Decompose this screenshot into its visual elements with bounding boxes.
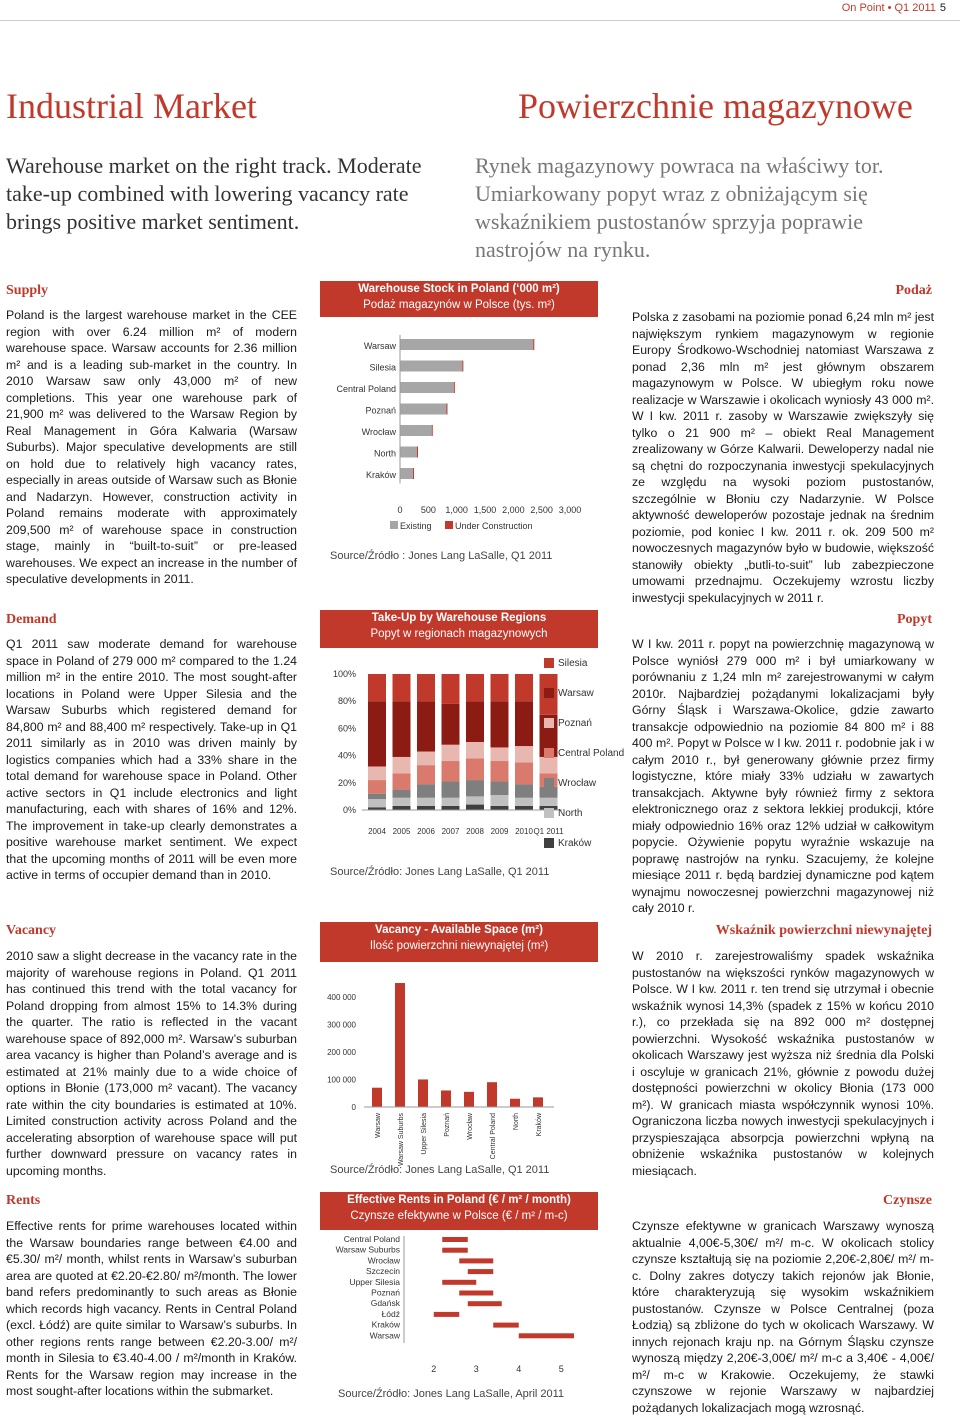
rents-chart-title: Effective Rents in Poland (€ / m² / month): [347, 1194, 571, 1206]
takeup-x-tick: 2006: [417, 827, 435, 836]
vacancy-text-en: 2010 saw a slight decrease in the vacancy rate in the majority of warehouse regions in Poland. Q1 2011 has continued this trend with the total vacancy for Poland dropping from almost 15% to 14.3% during the quarter. The ratio is reflected in the vacant warehouse space of 892,000 m². Warsaw’s suburban area vacancy is higher than Poland’s average and is estimated at 21% mainly due to a wide choice of options in Błonie (173,000 m² vacant). The vacancy rate within the city boundaries is estimated at 10%. Limited construction activity across Poland and the accelerating absorption of warehouse space will put further downward pressure on vacancy rates in upcoming months.: [6, 949, 297, 1178]
rents-range-bar: [519, 1333, 574, 1338]
takeup-bar-segment: [540, 787, 558, 798]
vacancy-x-tick: Warsaw: [375, 1113, 382, 1139]
stock-category-label: Central Poland: [336, 384, 396, 394]
takeup-legend-label: Silesia: [558, 658, 588, 669]
takeup-bar-segment: [417, 752, 435, 766]
takeup-bar-segment: [442, 745, 460, 761]
takeup-legend-swatch: [544, 748, 554, 758]
vacancy-y-tick: 400 000: [327, 992, 356, 1002]
vacancy-x-tick: North: [513, 1113, 520, 1131]
vacancy-x-tick: Central Poland: [490, 1113, 497, 1160]
vacancy-heading-pl: Wskaźnik powierzchni niewynajętej: [715, 923, 932, 938]
stock-bar-construction: [454, 382, 455, 393]
takeup-chart-source: Source/Źródło: Jones Lang LaSalle, Q1 2011: [330, 866, 550, 878]
vacancy-bar: [395, 983, 405, 1107]
takeup-bar-segment: [393, 674, 411, 701]
stock-chart-subtitle: Podaż magazynów w Polsce (tys. m²): [363, 299, 555, 311]
takeup-legend-swatch: [544, 718, 554, 728]
takeup-x-tick: 2004: [368, 827, 386, 836]
takeup-bar-segment: [540, 757, 558, 773]
takeup-bar-segment: [491, 701, 509, 747]
vacancy-bar: [464, 1092, 474, 1107]
takeup-bar-segment: [491, 806, 509, 810]
vacancy-chart-title: Vacancy - Available Space (m²): [375, 924, 543, 936]
takeup-bar-segment: [442, 798, 460, 806]
rents-range-bar: [459, 1258, 493, 1263]
takeup-x-tick: 2005: [392, 827, 411, 836]
takeup-chart-subtitle: Popyt w regionach magazynowych: [370, 628, 548, 640]
supply-heading-en: Supply: [6, 283, 49, 298]
rents-chart-source: Source/Źródło: Jones Lang LaSalle, April 2011: [338, 1388, 565, 1400]
vacancy-bar: [487, 1082, 497, 1107]
stock-x-tick: 2,000: [502, 505, 525, 515]
stock-chart: [320, 317, 598, 547]
takeup-y-tick: 60%: [337, 723, 356, 734]
takeup-bar-segment: [466, 796, 484, 804]
takeup-bar-segment: [491, 747, 509, 761]
takeup-bar-segment: [368, 766, 386, 780]
rents-category-label: Central Poland: [343, 1234, 400, 1244]
stock-legend-label: Under Construction: [455, 521, 533, 531]
takeup-bar-segment: [515, 784, 533, 798]
rents-chart: [320, 1232, 600, 1382]
takeup-bar-segment: [393, 701, 411, 757]
takeup-bar-segment: [442, 704, 460, 745]
page-title-en: Industrial Market: [6, 86, 257, 126]
stock-legend-swatch: [445, 521, 453, 529]
vacancy-x-tick: Wrocław: [467, 1113, 474, 1140]
takeup-bar-segment: [417, 701, 435, 751]
stock-chart-source: Source/Źródło : Jones Lang LaSalle, Q1 2011: [330, 550, 553, 562]
vacancy-bar: [533, 1097, 543, 1107]
takeup-bar-segment: [368, 799, 386, 807]
takeup-bar-segment: [393, 773, 411, 789]
takeup-legend-label: Kraków: [558, 838, 592, 849]
rents-range-bar: [493, 1323, 519, 1328]
supply-heading-pl: Podaż: [895, 283, 932, 298]
takeup-bar-segment: [393, 798, 411, 806]
takeup-bar-segment: [491, 761, 509, 781]
rents-category-label: Warsaw Suburbs: [335, 1244, 400, 1255]
stock-bar-existing: [400, 468, 413, 479]
takeup-bar-segment: [515, 746, 533, 762]
stock-bar-existing: [400, 447, 417, 458]
takeup-legend-label: Poznań: [558, 718, 592, 729]
takeup-legend-label: Central Poland: [558, 748, 625, 759]
stock-category-label: North: [373, 448, 396, 459]
takeup-bar-segment: [515, 798, 533, 806]
stock-category-label: Wrocław: [361, 427, 396, 437]
vacancy-chart-header: [320, 922, 598, 962]
rents-range-bar: [459, 1291, 493, 1296]
takeup-legend-swatch: [544, 838, 554, 848]
vacancy-y-tick: 100 000: [327, 1075, 356, 1085]
takeup-bar-segment: [368, 780, 386, 794]
demand-text-pl: W I kw. 2011 r. popyt na powierzchnię magazynową w Polsce wyniósł 279 000 m² i był umiarkowany w porównaniu z 1,24 mln m² zarejestrowanymi w całym 2010r. Najbardziej pożądanymi lokalizacjami były Górny Śląsk i Warszawa-Okolice, gdzie zawarto transakcje odpowiednio na poziomie 84 800 m² i 88 400 m². Popyt w Polsce w I kw. 2011 r. podobnie jak i w całym 2010 r., był generowany głównie przez firmy logistyczne, które miały 33% udziału w zawartych transakcjach. Aktywne były również firmy z sektora elektronicznego oraz z sektora lekkiej produkcji, które miały odpowiednio 16% oraz 12% udział w całkowitym popycie. Ożywienie popytu wyraźnie wskazuje na poprawę nastrojów na rynku. Szacujemy, że kolejne miesiące 2011 r. będą bardziej dynamiczne pod kątem wynajmu nowoczesnej powierzchni magazynowej niż cały 2010 r.: [632, 637, 934, 915]
stock-legend-label: Existing: [400, 521, 432, 531]
takeup-legend-swatch: [544, 688, 554, 698]
page-title-pl: Powierzchnie magazynowe: [518, 86, 913, 126]
vacancy-chart: [320, 962, 600, 1167]
stock-chart-header: [320, 281, 598, 317]
takeup-legend-label: Warsaw: [558, 688, 594, 699]
vacancy-bar: [510, 1099, 520, 1107]
takeup-bar-segment: [368, 794, 386, 799]
rents-heading-en: Rents: [6, 1193, 41, 1208]
rents-x-tick: 3: [473, 1364, 479, 1374]
rents-chart-header: [320, 1192, 598, 1230]
vacancy-bar: [418, 1079, 428, 1107]
rents-range-bar: [442, 1237, 468, 1242]
supply-text-en: Poland is the largest warehouse market in the CEE region with over 6.24 million m² of modern warehouse space. Warsaw accounts for 2.36 million m² and is a leading sub-market in the country. In 2010 Warsaw saw only 43,000 m² of new completions. This year one warehouse park of 21,900 m² was delivered to the Warsaw Region by Real Management in Góra Kalwaria (Warsaw Suburbs). Major speculative developments are still on hold due to relatively high vacancy rates, especially in areas outside of Warsaw such as Błonie and Nadarzyn. However, construction activity in Poland remains moderate with approximately 209,500 m² of warehouse space in construction stage, mainly in “built-to-suit” or pre-leased warehouses. We expect an increase in the number of speculative developments in 2011.: [6, 308, 297, 586]
rents-text-en: Effective rents for prime warehouses located within the Warsaw boundaries range between €4.00 and €5.30/ m²/ month, whilst rents in Warsaw’s suburban area are quoted at €2.20-€2.80/ m²/month. The lower band refers predominantly to such areas as Błonie which records high vacancy. Rents in Central Poland (excl. Łódź) are quite similar to Warsaw’s suburbs. In other regions rents range between €2.20-3.00/ m²/ month in Silesia to €3.40-4.00 / m²/month in Kraków. Rents for the Warsaw region may increase in the most sought-after locations within the submarket.: [6, 1219, 297, 1398]
takeup-bar-segment: [515, 762, 533, 784]
rents-chart-subtitle: Czynsze efektywne w Polsce (€ / m² / m-c): [350, 1210, 568, 1222]
takeup-bar-segment: [466, 701, 484, 742]
takeup-bar-segment: [515, 701, 533, 746]
takeup-bar-segment: [540, 798, 558, 806]
takeup-bar-segment: [491, 781, 509, 795]
rents-range-bar: [442, 1248, 468, 1253]
stock-legend-swatch: [390, 521, 398, 529]
demand-heading-pl: Popyt: [897, 612, 932, 627]
stock-x-tick: 2,500: [530, 505, 553, 515]
supply-text-pl: Polska z zasobami na poziomie ponad 6,24 mln m² jest największym rynkiem magazynowym w regionie Europy Środkowo-Wschodniej natomiast Warszawa z ponad 2,36 mln m² jest głównym obszarem magazynowym w Polsce. W ubiegłym roku nowe realizacje w Warszawie i okolicach wyniosły 43 000 m². W I kw. 2011 r. zasoby w Warszawie zwiększyły się tylko o 21 900 m² – obiekt Real Management zrealizowany w Górze Kalwarii. Deweloperzy nadal nie są chętni do rozpoczynania inwestycji spekulacyjnych ze względu na wysoki poziom pustostanów, szczególnie w Błoniu czy Nadarzynie. W Polsce aktywność deweloperów pozostaje jednak na średnim poziomie, pod koniec I kw. 2011 r. ok. 209 500 m² nowoczesnych magazynów było w budowie, większość stanowiły obiekty „butli-to-suit” lub zabezpieczone umowami przednajmu. Oczekujemy wzrostu liczby inwestycji spekulacyjnych w 2011 r.: [632, 310, 934, 605]
vacancy-chart-subtitle: Ilość powierzchni niewynajętej (m²): [369, 940, 549, 952]
rents-category-label: Poznań: [371, 1287, 400, 1298]
vacancy-chart-source: Source/Źródło: Jones Lang LaSalle, Q1 2011: [330, 1164, 550, 1176]
stock-bar-construction: [417, 447, 418, 458]
vacancy-x-tick: Warsaw Suburbs: [398, 1113, 405, 1167]
stock-category-label: Kraków: [365, 470, 396, 480]
stock-x-tick: 3,000: [558, 505, 582, 515]
stock-bar-construction: [413, 468, 414, 479]
header-rule: [0, 20, 960, 21]
stock-bar-existing: [400, 361, 462, 372]
rents-category-label: Gdańsk: [370, 1298, 400, 1309]
rents-category-label: Warsaw: [369, 1330, 400, 1341]
stock-category-label: Silesia: [369, 362, 396, 373]
takeup-y-tick: 20%: [337, 777, 356, 788]
rents-category-label: Upper Silesia: [349, 1276, 400, 1287]
rents-range-bar: [442, 1280, 476, 1285]
rents-x-tick: 5: [558, 1364, 564, 1374]
takeup-bar-segment: [393, 806, 411, 810]
demand-heading-en: Demand: [6, 612, 57, 627]
vacancy-x-tick: Upper Silesia: [421, 1113, 428, 1155]
stock-x-tick: 1,500: [473, 505, 497, 515]
takeup-bar-segment: [491, 674, 509, 701]
vacancy-heading-en: Vacancy: [6, 923, 57, 938]
takeup-bar-segment: [368, 701, 386, 766]
rents-x-tick: 2: [431, 1364, 437, 1374]
takeup-chart-title: Take-Up by Warehouse Regions: [371, 612, 547, 624]
vacancy-bar: [372, 1088, 382, 1107]
running-header-label: On Point • Q1 2011: [841, 2, 936, 14]
vacancy-x-tick: Poznań: [444, 1113, 451, 1137]
stock-category-label: Warsaw: [363, 341, 396, 351]
rents-x-tick: 4: [516, 1364, 522, 1374]
vacancy-bar: [441, 1090, 451, 1107]
takeup-bar-segment: [417, 784, 435, 798]
takeup-bar-segment: [417, 765, 435, 784]
takeup-chart: [320, 650, 625, 860]
rents-category-label: Kraków: [371, 1319, 400, 1330]
rents-range-bar: [468, 1301, 502, 1306]
takeup-bar-segment: [466, 780, 484, 796]
takeup-bar-segment: [417, 806, 435, 810]
takeup-legend-label: North: [558, 808, 583, 819]
rents-category-label: Łódź: [381, 1308, 400, 1319]
stock-bar-construction: [533, 339, 534, 350]
stock-category-label: Poznań: [365, 405, 396, 416]
subtitle-pl: Rynek magazynowy powraca na właściwy tor. Umiarkowany popyt wraz z obniżającym się wskaźnikiem pustostanów sprzyja poprawie nastrojów na rynku.: [475, 153, 884, 262]
takeup-bar-segment: [442, 674, 460, 704]
takeup-bar-segment: [466, 758, 484, 780]
vacancy-y-tick: 300 000: [327, 1020, 356, 1030]
takeup-x-tick: 2010: [515, 827, 533, 836]
takeup-y-tick: 0%: [342, 805, 356, 815]
takeup-legend-label: Wrocław: [558, 778, 597, 789]
stock-bar-existing: [400, 339, 533, 350]
takeup-x-tick: 2008: [466, 827, 484, 836]
stock-bar-construction: [432, 425, 433, 436]
takeup-bar-segment: [515, 674, 533, 701]
takeup-bar-segment: [368, 674, 386, 701]
stock-bar-existing: [400, 404, 446, 415]
takeup-bar-segment: [393, 757, 411, 773]
rents-text-pl: Czynsze efektywne w granicach Warszawy wynoszą aktualnie 4,00€-5,30€/ m²/ m-c. W okolicach stolicy czynsze kształtują się na poziomie 2,20€-2,80€/ m²/ m-c. Dolny zakres dotyczy takich rejonów jak Błonie, które charakteryzują się wysokim wskaźnikiem pustostanów. Czynsze w Polsce Centralnej (poza Łodzią) są zbliżone do tych w okolicach Warszawy. W innych rejonach kraju np. na Górnym Śląsku czynsze wynoszą między 2,20€-3,00€/ m²/ m-c a 3,40€ - 4,00€/ m²/ m-c w Krakowie. Oczekujemy, że stawki czynszowe w rejonie Warszawy w najbardziej pożądanych lokalizacjach mogą wzrosnąć.: [632, 1219, 934, 1415]
takeup-y-tick: 40%: [337, 750, 356, 761]
running-header: [842, 2, 946, 14]
takeup-bar-segment: [491, 795, 509, 806]
takeup-legend-swatch: [544, 658, 554, 668]
takeup-bar-segment: [442, 761, 460, 781]
vacancy-y-tick: 0: [351, 1103, 356, 1112]
takeup-bar-segment: [466, 674, 484, 701]
takeup-bar-segment: [417, 798, 435, 806]
vacancy-x-tick: Kraków: [536, 1113, 543, 1137]
takeup-chart-header: [320, 610, 598, 648]
stock-bar-existing: [400, 425, 432, 436]
stock-x-tick: 500: [420, 505, 436, 515]
takeup-bar-segment: [466, 805, 484, 810]
takeup-bar-segment: [442, 781, 460, 797]
page-number: 5: [939, 2, 946, 14]
stock-bar-existing: [400, 382, 454, 393]
takeup-bar-segment: [515, 806, 533, 810]
rents-range-bar: [468, 1269, 494, 1274]
takeup-y-tick: 100%: [332, 669, 356, 679]
takeup-legend-swatch: [544, 808, 554, 818]
takeup-bar-segment: [442, 806, 460, 810]
stock-chart-title: Warehouse Stock in Poland (‘000 m²): [358, 283, 560, 295]
vacancy-text-pl: W 2010 r. zarejestrowaliśmy spadek wskaźnika pustostanów na większości rynków magazynowych w Polsce. W I kw. 2011 r. ten trend się utrzymał i obecnie wskaźnik wynosi 14,3% (spadek z 15% w końcu 2010 r.), co przekłada się na 892 000 m² dostępnej powierzchni. Wysokość wskaźnika pustostanów w okolicach Warszawy jest wyższa niż średnia dla Polski i oscyluje w granicach 21%, głównie z powodu dużej dostępności powierzchni w okolicy Błonia (173 000 m²). W granicach miasta współczynnik wynosi 10%. Ograniczona liczba nowych inwestycji spekulacyjnych i przyspieszająca absorpcja powierzchni wpłyną na obniżenie wskaźnika pustostanów w kolejnych miesiącach.: [632, 949, 934, 1178]
takeup-bar-segment: [393, 790, 411, 798]
vacancy-y-tick: 200 000: [327, 1047, 356, 1057]
rents-heading-pl: Czynsze: [883, 1193, 932, 1208]
stock-x-tick: 1,000: [445, 505, 468, 515]
takeup-bar-segment: [466, 742, 484, 758]
takeup-x-tick: Q1 2011: [533, 827, 564, 836]
takeup-y-tick: 80%: [337, 696, 356, 707]
stock-bar-construction: [446, 404, 447, 415]
rents-category-label: Wrocław: [367, 1255, 400, 1266]
demand-text-en: Q1 2011 saw moderate demand for warehouse space in Poland of 279 000 m² compared to the 1.24 million m² in the entire 2010. The most sought-after locations in Poland were Upper Silesia and the Warsaw Suburbs which registered demand for 84,800 m² and 88,400 m² respectively. Take-up in Q1 2011 similarly as in 2010 was driven mainly by logistics companies which had a 33% share in the total demand for warehouse space in Poland. Other active sectors in Q1 include electronics and light manufacturing, each with shares of 16% and 12%. The improvement in take-up clearly demonstrates a positive warehouse market sentiment. We expect that the upcoming months of 2011 will be even more active in terms of occupier demand than in 2010.: [6, 637, 297, 882]
takeup-x-tick: 2009: [490, 827, 509, 836]
stock-x-tick: 0: [397, 505, 403, 515]
stock-bar-construction: [462, 361, 463, 372]
takeup-x-tick: 2007: [441, 827, 460, 836]
takeup-legend-swatch: [544, 778, 554, 788]
rents-category-label: Szczecin: [365, 1266, 400, 1277]
subtitle-en: Warehouse market on the right track. Moderate take-up combined with lowering vacancy rate brings positive market sentiment.: [6, 153, 422, 234]
rents-range-bar: [434, 1312, 460, 1317]
takeup-bar-segment: [417, 674, 435, 701]
